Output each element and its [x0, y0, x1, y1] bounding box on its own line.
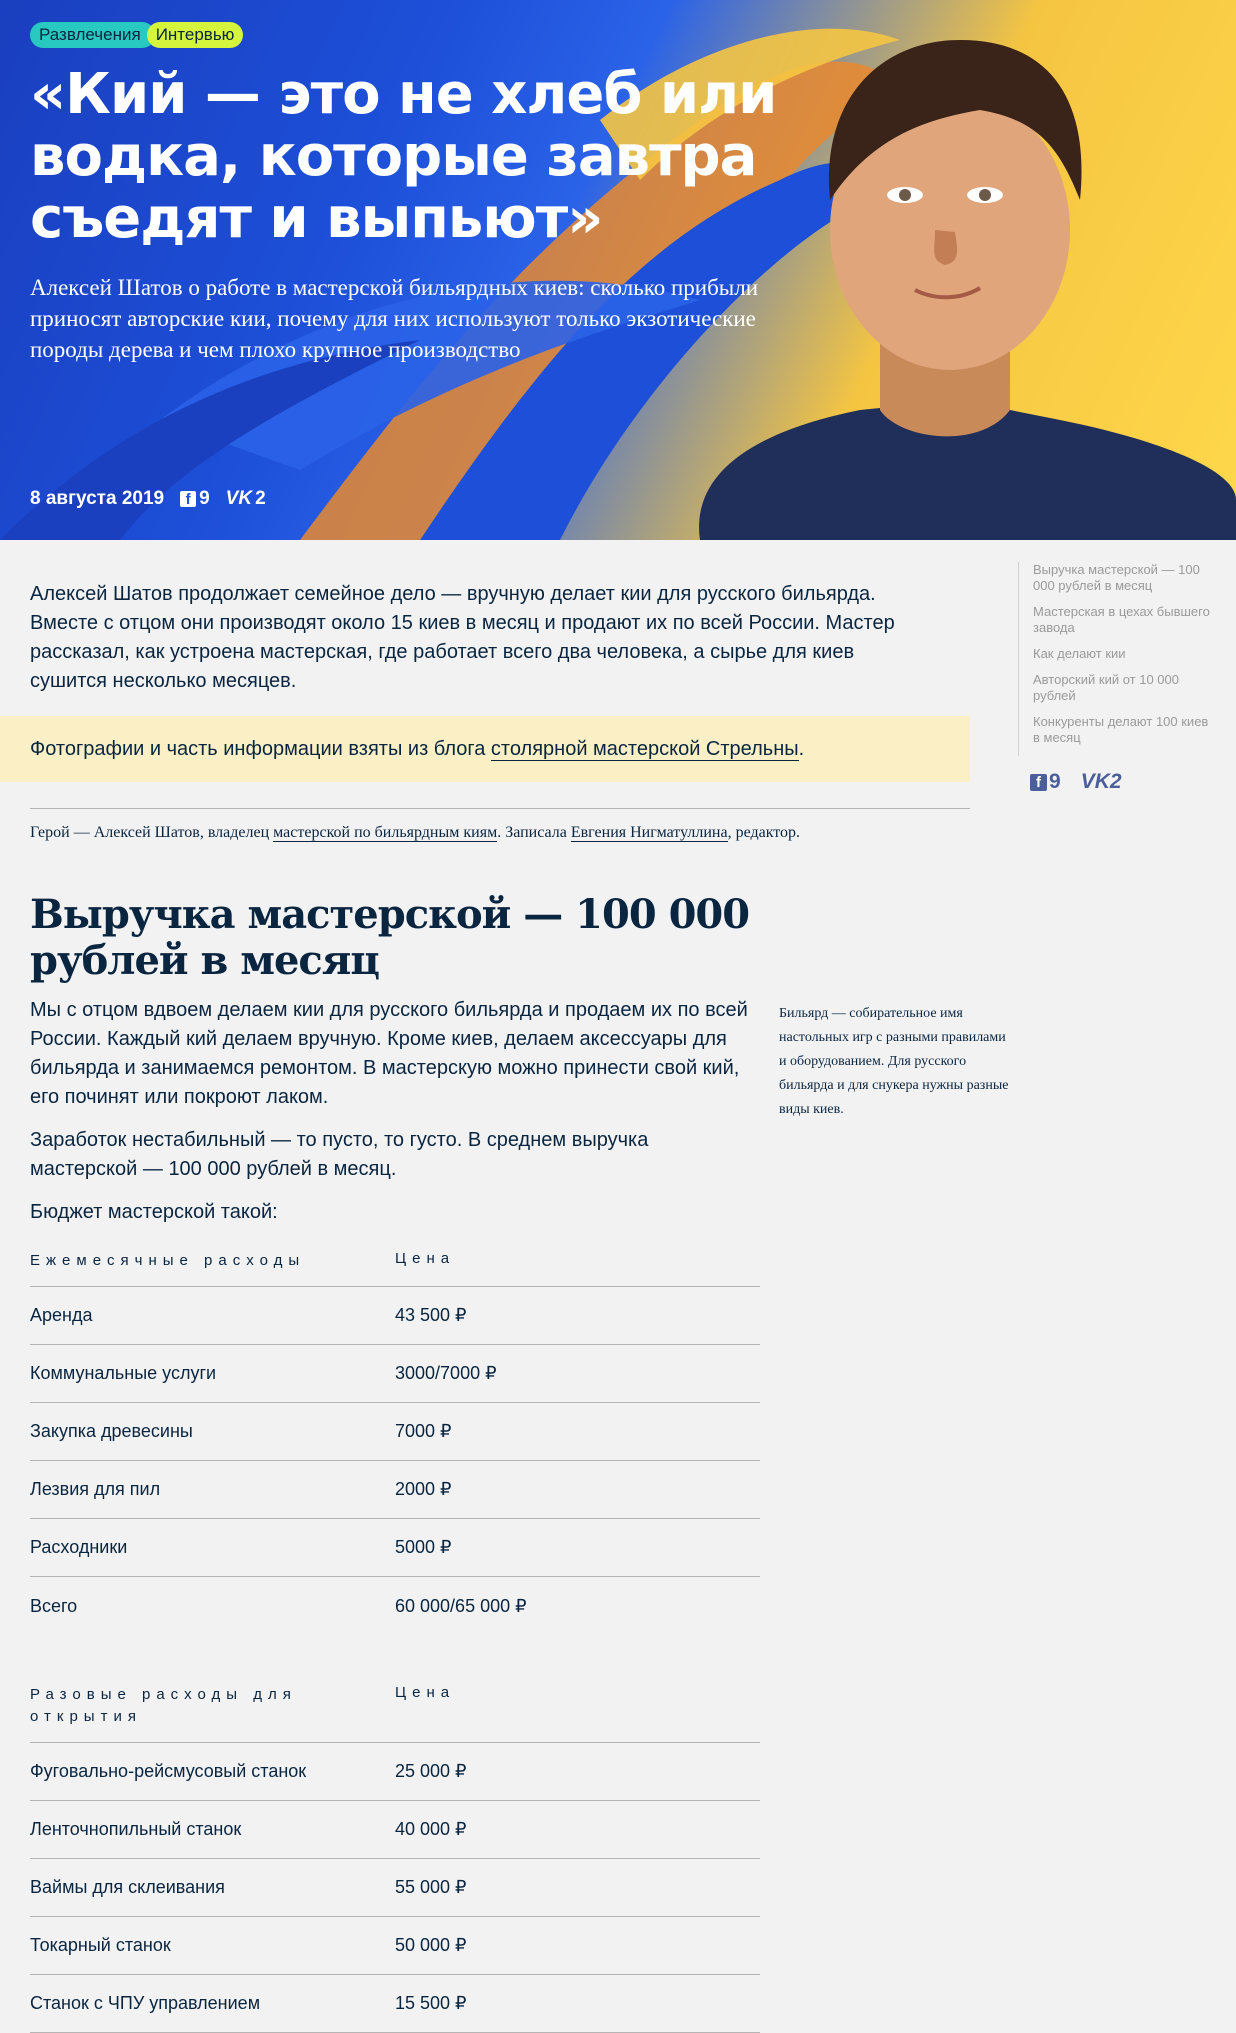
facebook-share-button[interactable]: [180, 488, 210, 510]
tag-entertainment[interactable]: Развлечения: [30, 22, 155, 48]
facebook-share-count: 9: [1049, 770, 1061, 793]
cell-item: Лезвия для пил: [30, 1479, 161, 1499]
facebook-icon: f: [1030, 774, 1047, 791]
vk-icon: VK: [1080, 770, 1110, 793]
note-end: .: [798, 738, 805, 760]
body-paragraph: Бюджет мастерской такой:: [30, 1201, 278, 1223]
table-row: [30, 1801, 760, 1859]
table-row: [30, 1917, 760, 1975]
table-header: [30, 1684, 760, 1743]
note-text: Фотографии и часть информации взяты из блога: [30, 738, 491, 760]
cell-price: 5000 ₽: [395, 1537, 452, 1557]
toc-item[interactable]: Конкуренты делают 100 киев в месяц: [1033, 714, 1209, 745]
facebook-share-count: 9: [199, 488, 210, 509]
cell-price: 3000/7000 ₽: [395, 1363, 497, 1383]
cell-item: Ленточнопильный станок: [30, 1819, 242, 1839]
table-row: [30, 1743, 760, 1801]
vk-icon: VK: [225, 488, 253, 509]
column-header: Цена: [395, 1684, 456, 1701]
cell-item: Аренда: [30, 1305, 93, 1325]
cell-item: Закупка древесины: [30, 1421, 193, 1441]
table-row: [30, 1287, 760, 1345]
toc-item[interactable]: Выручка мастерской — 100 000 рублей в месяц: [1033, 562, 1200, 593]
article-credit: [30, 824, 800, 842]
credit-text: . Записала: [497, 824, 571, 841]
intro-paragraph: Алексей Шатов продолжает семейное дело — вручную делает кии для русского бильярда. Вместе с отцом они производят около 15 киев в месяц и продают их по всей России. Мастер рассказал, как устроена мастерская, где работает всего два человека, а сырье для киев сушится несколько месяцев.: [30, 583, 895, 692]
column-header: Цена: [395, 1250, 456, 1267]
article-title: «Кий — это не хлеб или водка, которые завтра съедят и выпьют»: [30, 62, 777, 251]
author-link[interactable]: Евгения Нигматуллина: [570, 824, 728, 841]
tag-interview[interactable]: Интервью: [147, 22, 244, 48]
article-meta: [30, 488, 266, 510]
column-header: Ежемесячные расходы: [30, 1252, 306, 1269]
table-header: [30, 1250, 760, 1287]
vk-share-count: 2: [255, 488, 266, 509]
cell-price: 50 000 ₽: [395, 1935, 467, 1955]
note-link[interactable]: столярной мастерской Стрельны: [490, 738, 799, 760]
monthly-expenses-table: [30, 1250, 760, 1635]
sidebar-vk-share-button[interactable]: [1081, 770, 1122, 794]
table-row: [30, 1975, 760, 2033]
facebook-icon: f: [180, 491, 196, 507]
column-header: Разовые расходы для открытия: [30, 1686, 297, 1725]
cell-price: 60 000/65 000 ₽: [395, 1595, 527, 1616]
cell-price: 7000 ₽: [395, 1421, 452, 1441]
article-lead: Алексей Шатов о работе в мастерской бильярдных киев: сколько прибыли приносят авторские кии, почему для них используют только экзотические породы дерева и чем плохо крупное производство: [30, 275, 759, 362]
cell-item: Станок с ЧПУ управлением: [30, 1993, 261, 2013]
sidebar-share: [1030, 770, 1122, 794]
cell-item: Расходники: [30, 1537, 128, 1557]
section-title: Выручка мастерской — 100 000 рублей в месяц: [30, 891, 750, 984]
workshop-link[interactable]: мастерской по бильярдным киям: [273, 824, 498, 841]
cell-price: 43 500 ₽: [395, 1305, 467, 1325]
credit-text: Герой — Алексей Шатов, владелец: [30, 824, 274, 841]
article-date: 8 августа 2019: [30, 488, 165, 509]
cell-item: Ваймы для склеивания: [30, 1877, 225, 1897]
table-row: [30, 1519, 760, 1577]
sidebar-facebook-share-button[interactable]: [1030, 770, 1061, 794]
divider: [30, 808, 970, 809]
body-paragraph: Заработок нестабильный — то пусто, то густо. В среднем выручка мастерской — 100 000 рублей в месяц.: [30, 1129, 649, 1180]
table-row: [30, 1345, 760, 1403]
vk-share-button[interactable]: [226, 488, 266, 510]
table-row: [30, 1577, 760, 1635]
cell-price: 40 000 ₽: [395, 1819, 467, 1839]
startup-expenses-table: [30, 1684, 760, 2033]
table-row: [30, 1403, 760, 1461]
cell-price: 25 000 ₽: [395, 1761, 467, 1781]
toc-item[interactable]: Как делают кии: [1033, 646, 1126, 661]
photo-source-note: [0, 716, 970, 782]
table-row: [30, 1461, 760, 1519]
cell-price: 15 500 ₽: [395, 1993, 467, 2013]
vk-share-count: 2: [1109, 770, 1122, 793]
cell-item: Фуговально-рейсмусовый станок: [30, 1761, 307, 1781]
hero-banner: [0, 0, 1236, 540]
credit-text: , редактор.: [727, 824, 801, 841]
cell-price: 2000 ₽: [395, 1479, 452, 1499]
cell-price: 55 000 ₽: [395, 1877, 467, 1897]
table-of-contents: [1018, 562, 1218, 756]
sidenote: Бильярд — собирательное имя настольных игр с разными правилами и оборудованием. Для русского бильярда и для снукера нужны разные виды киев.: [779, 1006, 1009, 1117]
toc-item[interactable]: Мастерская в цехах бывшего завода: [1033, 604, 1210, 635]
toc-item[interactable]: Авторский кий от 10 000 рублей: [1033, 672, 1179, 703]
body-paragraph: Мы с отцом вдвоем делаем кии для русского бильярда и продаем их по всей России. Каждый кий делаем вручную. Кроме киев, делаем аксессуары для бильярда и занимаемся ремонтом. В мастерскую можно принести свой кий, его починят или покроют лаком.: [30, 999, 748, 1108]
cell-item: Всего: [30, 1595, 78, 1616]
table-row: [30, 1859, 760, 1917]
cell-item: Токарный станок: [30, 1935, 171, 1955]
category-tags: [30, 22, 243, 48]
cell-item: Коммунальные услуги: [30, 1363, 217, 1383]
